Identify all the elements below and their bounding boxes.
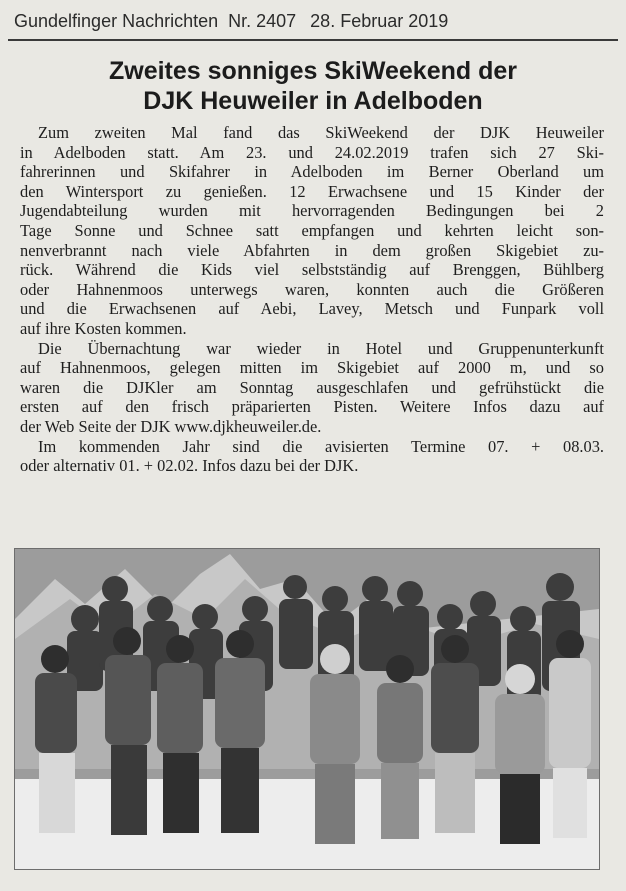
- paragraph-2: [20, 339, 604, 437]
- paragraph-1: [20, 123, 604, 339]
- text-line: waren die DJKler am Sonntag ausgeschlafen und gefrühstückt die: [20, 377, 604, 397]
- paragraph-3: [20, 437, 604, 476]
- headline-line: DJK Heuweiler in Adelboden: [143, 87, 483, 115]
- text-line: und die Erwachsenen auf Aebi, Lavey, Metsch und Funpark voll: [20, 299, 604, 319]
- text-line: Jugendabteilung wurden mit hervorragenden Bedingungen bei 2: [20, 201, 604, 221]
- article-body: [20, 123, 604, 476]
- text-line: Tage Sonne und Schnee satt empfangen und kehrten leicht son-: [20, 220, 604, 240]
- text-line: der Web Seite der DJK www.djkheuweiler.de.: [20, 416, 322, 436]
- group-photo-illustration: [15, 549, 599, 869]
- issue-number: Nr. 2407: [228, 11, 297, 31]
- text-line: Die Übernachtung war wieder in Hotel und Gruppenunterkunft: [38, 338, 604, 358]
- text-line: rück. Während die Kids viel selbstständig auf Brenggen, Bühlberg: [20, 260, 604, 280]
- text-line: in Adelboden statt. Am 23. und 24.02.2019 trafen sich 27 Ski-: [20, 142, 604, 162]
- text-line: den Wintersport zu genießen. 12 Erwachsene und 15 Kinder der: [20, 181, 604, 201]
- issue-date: 28. Februar 2019: [310, 11, 449, 31]
- article-headline: [20, 56, 606, 116]
- headline-line: Zweites sonniges SkiWeekend der: [108, 57, 517, 85]
- text-line: ersten auf den frisch präparierten Pisten. Weitere Infos dazu auf: [20, 397, 604, 417]
- text-line: Im kommenden Jahr sind die avisierten Termine 07. + 08.03.: [38, 436, 604, 456]
- text-line: nenverbrannt nach viele Abfahrten in dem großen Skigebiet zu-: [20, 240, 604, 260]
- text-line: auf Hahnenmoos, gelegen mitten im Skigebiet auf 2000 m, und so: [20, 358, 604, 378]
- group-photo: [14, 548, 600, 870]
- text-line: Zum zweiten Mal fand das SkiWeekend der DJK Heuweiler: [38, 123, 604, 142]
- text-line: auf ihre Kosten kommen.: [20, 318, 187, 338]
- text-line: oder alternativ 01. + 02.02. Infos dazu bei der DJK.: [20, 456, 359, 476]
- masthead-rule: [8, 39, 618, 41]
- newspaper-name: Gundelfinger Nachrichten: [14, 11, 219, 31]
- text-line: oder Hahnenmoos unterwegs waren, konnten auch die Größeren: [20, 279, 604, 299]
- masthead: [14, 6, 612, 36]
- text-line: fahrerinnen und Skifahrer in Adelboden im Berner Oberland um: [20, 162, 604, 182]
